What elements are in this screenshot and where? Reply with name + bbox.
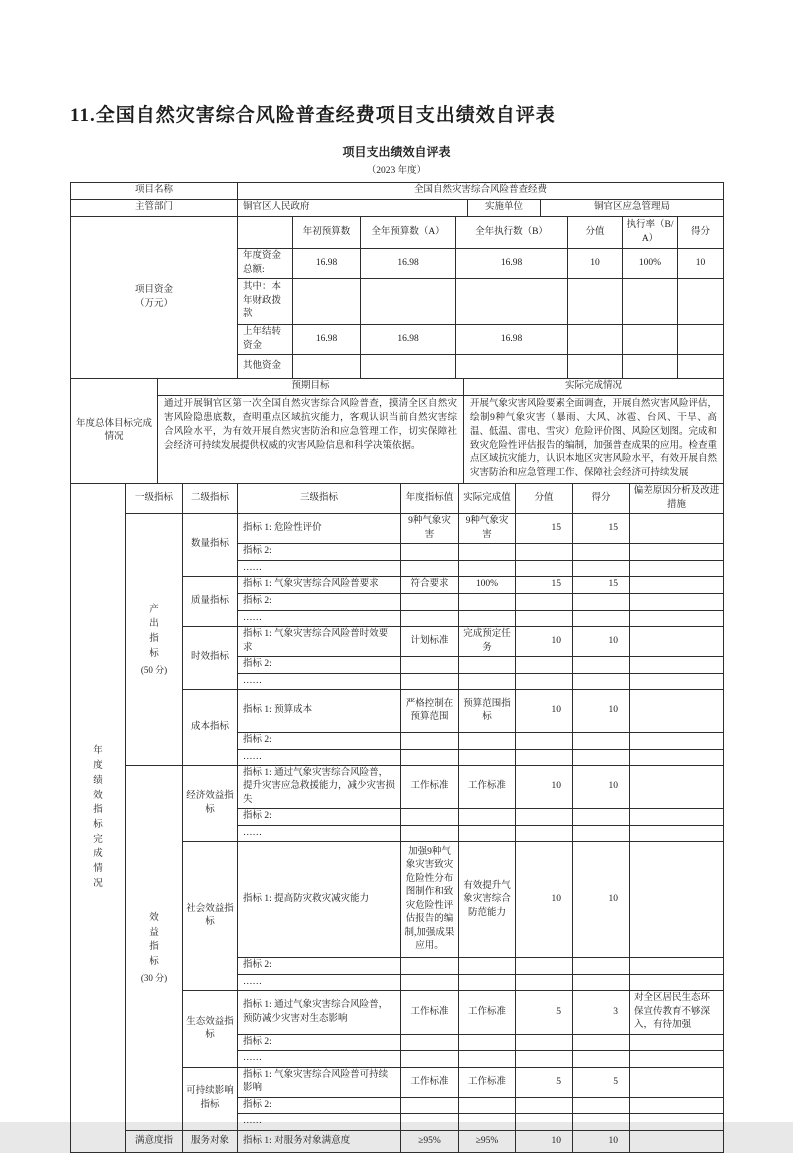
filler-dots-cell: …… bbox=[238, 560, 401, 576]
deviation-cell bbox=[630, 766, 724, 809]
filler-indicator2-cell: 指标 2: bbox=[238, 544, 401, 560]
expected-goal-header: 预期目标 bbox=[158, 379, 464, 396]
empty-cell bbox=[630, 809, 724, 825]
annual-value-cell: 计划标准 bbox=[401, 627, 459, 657]
filler-indicator2-cell: 指标 2: bbox=[238, 657, 401, 673]
funding-row-fiscal-label: 其中：本年财政拨款 bbox=[238, 279, 293, 325]
empty-cell bbox=[573, 657, 630, 673]
empty-cell bbox=[456, 355, 568, 379]
empty-cell bbox=[573, 1097, 630, 1113]
empty-cell bbox=[459, 610, 516, 626]
empty-cell bbox=[293, 355, 361, 379]
points-cell: 15 bbox=[573, 514, 630, 544]
empty-cell bbox=[573, 974, 630, 990]
filler-dots-cell: …… bbox=[238, 610, 401, 626]
filler-indicator2-cell: 指标 2: bbox=[238, 809, 401, 825]
indicator-name-cell: 指标 1: 对服务对象满意度 bbox=[238, 1130, 401, 1152]
col-header-initial-budget: 年初预算数 bbox=[293, 217, 361, 249]
empty-cell bbox=[568, 279, 623, 325]
level2-cost-cell: 成本指标 bbox=[183, 690, 238, 766]
empty-cell bbox=[573, 825, 630, 841]
empty-cell bbox=[456, 279, 568, 325]
empty-cell bbox=[361, 279, 456, 325]
level2-economic-cell: 经济效益指标 bbox=[183, 766, 238, 842]
level2-ecological-cell: 生态效益指标 bbox=[183, 991, 238, 1067]
actual-completion-text: 开展气象灾害风险要素全面调查，开展自然灾害风险评估，绘制9种气象灾害（暴雨、大风、冰雹、台风、干旱、高温、低温、雷电、雪灾）危险评价图、风险区划图。完成和致灾危险性评估报告的编制，加强普查成果的应用。检查重点区域抗灾能力，认识本地区灾害风险水平，有效开展自然灾害防治和应急管理工作、保障社会经济可持续发展 bbox=[464, 396, 724, 484]
points-cell: 10 bbox=[573, 766, 630, 809]
empty-cell bbox=[238, 217, 293, 249]
col-header-deviation: 偏差原因分析及改进措施 bbox=[630, 484, 724, 514]
filler-dots-cell: …… bbox=[238, 749, 401, 765]
level2-quantity-cell: 数量指标 bbox=[183, 514, 238, 577]
actual-value-cell: ≥95% bbox=[459, 1130, 516, 1152]
empty-cell bbox=[459, 544, 516, 560]
empty-cell bbox=[516, 1097, 573, 1113]
points-cell: 10 bbox=[573, 1130, 630, 1152]
empty-cell bbox=[401, 610, 459, 626]
funding-row-label bbox=[71, 217, 238, 379]
points-cell: 10 bbox=[573, 842, 630, 958]
empty-cell bbox=[630, 1034, 724, 1050]
empty-cell bbox=[678, 279, 724, 325]
level2-social-cell: 社会效益指标 bbox=[183, 842, 238, 991]
funding-row-carryover-label: 上年结转资金 bbox=[238, 325, 293, 355]
empty-cell bbox=[573, 1051, 630, 1067]
empty-cell bbox=[573, 673, 630, 689]
empty-cell bbox=[401, 733, 459, 749]
annual-value-cell: ≥95% bbox=[401, 1130, 459, 1152]
funding-label-text: 项目资金 bbox=[134, 285, 173, 296]
filler-dots-cell: …… bbox=[238, 673, 401, 689]
indicator-name-cell: 指标 1: 危险性评价 bbox=[238, 514, 401, 544]
indicator-name-cell: 指标 1: 气象灾害综合风险普可持续影响 bbox=[238, 1067, 401, 1097]
annual-goal-table bbox=[70, 378, 724, 484]
expected-goal-text: 通过开展铜官区第一次全国自然灾害综合风险普查，摸清全区自然灾害风险隐患底数，查明重点区域抗灾能力，客观认识当前自然灾害综合风险水平，为有效开展自然灾害防治和应急管理工作，切实保障社会经济可持续发展提供权威的灾害风险信息和科学决策依据。 bbox=[158, 396, 464, 484]
deviation-cell bbox=[630, 1130, 724, 1152]
empty-cell bbox=[630, 610, 724, 626]
empty-cell bbox=[516, 673, 573, 689]
empty-cell bbox=[401, 1051, 459, 1067]
filler-dots-cell: …… bbox=[238, 974, 401, 990]
score-cell: 5 bbox=[516, 1067, 573, 1097]
actual-value-cell: 100% bbox=[459, 577, 516, 594]
empty-cell bbox=[401, 749, 459, 765]
actual-value-cell: 预算范围指标 bbox=[459, 690, 516, 733]
col-header-points: 得分 bbox=[573, 484, 630, 514]
deviation-cell bbox=[630, 1067, 724, 1097]
score-cell: 10 bbox=[516, 766, 573, 809]
actual-value-cell: 工作标准 bbox=[459, 1067, 516, 1097]
empty-cell bbox=[459, 974, 516, 990]
deviation-cell bbox=[630, 577, 724, 594]
empty-cell bbox=[573, 809, 630, 825]
empty-cell bbox=[401, 825, 459, 841]
empty-cell bbox=[630, 1051, 724, 1067]
indicator-name-cell: 指标 1: 气象灾害综合风险普时效要求 bbox=[238, 627, 401, 657]
deviation-cell bbox=[630, 842, 724, 958]
score-cell: 15 bbox=[516, 577, 573, 594]
empty-cell bbox=[401, 1114, 459, 1130]
empty-cell bbox=[516, 974, 573, 990]
impl-unit-label: 实施单位 bbox=[468, 200, 541, 217]
deviation-cell bbox=[630, 690, 724, 733]
empty-cell bbox=[459, 733, 516, 749]
col-header-annual-budget: 全年预算数（A） bbox=[361, 217, 456, 249]
col-header-score: 分值 bbox=[516, 484, 573, 514]
empty-cell bbox=[630, 1114, 724, 1130]
score-cell: 15 bbox=[516, 514, 573, 544]
empty-cell bbox=[573, 749, 630, 765]
filler-dots-cell: …… bbox=[238, 1051, 401, 1067]
filler-indicator2-cell: 指标 2: bbox=[238, 958, 401, 974]
empty-cell bbox=[573, 1114, 630, 1130]
page-heading: 11.全国自然灾害综合风险普查经费项目支出绩效自评表 bbox=[70, 105, 556, 126]
col-header-annual-execution: 全年执行数（B） bbox=[456, 217, 568, 249]
empty-cell bbox=[678, 325, 724, 355]
annual-goal-row-label: 年度总体目标完成情况 bbox=[71, 379, 158, 484]
empty-cell bbox=[568, 325, 623, 355]
empty-cell bbox=[459, 594, 516, 610]
score-cell: 10 bbox=[516, 690, 573, 733]
empty-cell bbox=[630, 974, 724, 990]
table-title: 项目支出绩效自评表 bbox=[342, 145, 451, 159]
col-header-score: 分值 bbox=[568, 217, 623, 249]
empty-cell bbox=[630, 1097, 724, 1113]
level1-satisfaction-cell: 满意度指 bbox=[126, 1130, 183, 1152]
empty-cell bbox=[401, 560, 459, 576]
empty-cell bbox=[623, 325, 678, 355]
impl-unit-value: 铜官区应急管理局 bbox=[541, 200, 724, 217]
project-info-table bbox=[70, 182, 724, 217]
level1-output-name: 产出指标 bbox=[149, 604, 159, 659]
empty-cell bbox=[459, 673, 516, 689]
empty-cell bbox=[623, 355, 678, 379]
annual-value-cell: 工作标准 bbox=[401, 991, 459, 1034]
points-cell: 10 bbox=[573, 690, 630, 733]
funding-table bbox=[70, 216, 724, 379]
project-name-value: 全国自然灾害综合风险普查经费 bbox=[238, 183, 724, 200]
points-cell: 3 bbox=[573, 991, 630, 1034]
empty-cell bbox=[401, 1034, 459, 1050]
actual-value-cell: 完成预定任务 bbox=[459, 627, 516, 657]
score-cell: 10 bbox=[516, 842, 573, 958]
filler-dots-cell: …… bbox=[238, 1114, 401, 1130]
empty-cell bbox=[401, 958, 459, 974]
empty-cell bbox=[516, 809, 573, 825]
dept-label: 主管部门 bbox=[71, 200, 238, 217]
points-cell: 10 bbox=[573, 627, 630, 657]
indicator-name-cell: 指标 1: 预算成本 bbox=[238, 690, 401, 733]
annual-value-cell: 9种气象灾害 bbox=[401, 514, 459, 544]
filler-dots-cell: …… bbox=[238, 825, 401, 841]
indicators-section-label-text: 年度绩效指标完成情况 bbox=[93, 746, 103, 889]
empty-cell bbox=[568, 355, 623, 379]
empty-cell bbox=[630, 733, 724, 749]
col-header-level3: 三级指标 bbox=[238, 484, 401, 514]
empty-cell bbox=[401, 809, 459, 825]
score-cell: 10 bbox=[516, 1130, 573, 1152]
empty-cell bbox=[401, 544, 459, 560]
empty-cell bbox=[516, 1051, 573, 1067]
level2-timeliness-cell: 时效指标 bbox=[183, 627, 238, 690]
indicator-name-cell: 指标 1: 提高防灾救灾减灾能力 bbox=[238, 842, 401, 958]
empty-cell bbox=[630, 749, 724, 765]
empty-cell bbox=[516, 560, 573, 576]
empty-cell bbox=[630, 594, 724, 610]
funding-label-unit: （万元） bbox=[134, 298, 173, 309]
actual-value-cell: 工作标准 bbox=[459, 991, 516, 1034]
score-cell: 10 bbox=[516, 627, 573, 657]
col-header-level1: 一级指标 bbox=[126, 484, 183, 514]
empty-cell bbox=[630, 544, 724, 560]
empty-cell bbox=[516, 657, 573, 673]
empty-cell bbox=[516, 733, 573, 749]
actual-completion-header: 实际完成情况 bbox=[464, 379, 724, 396]
empty-cell bbox=[516, 958, 573, 974]
empty-cell bbox=[630, 958, 724, 974]
empty-cell bbox=[459, 749, 516, 765]
empty-cell bbox=[516, 594, 573, 610]
col-header-annual-value: 年度指标值 bbox=[401, 484, 459, 514]
empty-cell bbox=[678, 355, 724, 379]
empty-cell bbox=[459, 825, 516, 841]
empty-cell bbox=[516, 749, 573, 765]
actual-value-cell: 有效提升气象灾害综合防范能力 bbox=[459, 842, 516, 958]
empty-cell bbox=[630, 673, 724, 689]
empty-cell bbox=[293, 279, 361, 325]
empty-cell bbox=[401, 657, 459, 673]
empty-cell bbox=[573, 610, 630, 626]
empty-cell bbox=[459, 958, 516, 974]
empty-cell bbox=[630, 657, 724, 673]
indicator-name-cell: 指标 1: 通过气象灾害综合风险普，预防减少灾害对生态影响 bbox=[238, 991, 401, 1034]
empty-cell bbox=[459, 809, 516, 825]
level2-sustainability-cell: 可持续影响指标 bbox=[183, 1067, 238, 1130]
indicator-name-cell: 指标 1: 气象灾害综合风险普要求 bbox=[238, 577, 401, 594]
indicators-section-label bbox=[71, 484, 126, 1153]
funding-total-initial: 16.98 bbox=[293, 249, 361, 279]
empty-cell bbox=[516, 544, 573, 560]
col-header-points: 得分 bbox=[678, 217, 724, 249]
actual-value-cell: 工作标准 bbox=[459, 766, 516, 809]
empty-cell bbox=[630, 560, 724, 576]
empty-cell bbox=[361, 355, 456, 379]
empty-cell bbox=[573, 544, 630, 560]
empty-cell bbox=[573, 1034, 630, 1050]
empty-cell bbox=[623, 279, 678, 325]
points-cell: 5 bbox=[573, 1067, 630, 1097]
funding-carryover-initial: 16.98 bbox=[293, 325, 361, 355]
deviation-cell: 对全区居民生态环保宣传教育不够深入，有待加强 bbox=[630, 991, 724, 1034]
table-subtitle: （2023 年度） bbox=[366, 166, 427, 176]
empty-cell bbox=[459, 1114, 516, 1130]
filler-indicator2-cell: 指标 2: bbox=[238, 1097, 401, 1113]
level1-benefit-weight: (30 分) bbox=[140, 972, 168, 983]
indicator-name-cell: 指标 1: 通过气象灾害综合风险普，提升灾害应急救援能力，减少灾害损失 bbox=[238, 766, 401, 809]
empty-cell bbox=[573, 958, 630, 974]
col-header-actual-value: 实际完成值 bbox=[459, 484, 516, 514]
project-name-label: 项目名称 bbox=[71, 183, 238, 200]
annual-value-cell: 工作标准 bbox=[401, 1067, 459, 1097]
level1-output-cell bbox=[126, 514, 183, 766]
empty-cell bbox=[401, 974, 459, 990]
empty-cell bbox=[401, 594, 459, 610]
funding-total-execution: 16.98 bbox=[456, 249, 568, 279]
annual-value-cell: 符合要求 bbox=[401, 577, 459, 594]
empty-cell bbox=[459, 1097, 516, 1113]
empty-cell bbox=[516, 1034, 573, 1050]
funding-total-rate: 100% bbox=[623, 249, 678, 279]
deviation-cell bbox=[630, 514, 724, 544]
filler-indicator2-cell: 指标 2: bbox=[238, 733, 401, 749]
funding-carryover-execution: 16.98 bbox=[456, 325, 568, 355]
annual-value-cell: 工作标准 bbox=[401, 766, 459, 809]
empty-cell bbox=[401, 1097, 459, 1113]
empty-cell bbox=[516, 1114, 573, 1130]
score-cell: 5 bbox=[516, 991, 573, 1034]
empty-cell bbox=[573, 594, 630, 610]
empty-cell bbox=[630, 825, 724, 841]
col-header-level2: 二级指标 bbox=[183, 484, 238, 514]
deviation-cell bbox=[630, 627, 724, 657]
funding-total-points: 10 bbox=[678, 249, 724, 279]
empty-cell bbox=[516, 610, 573, 626]
empty-cell bbox=[573, 560, 630, 576]
funding-row-total-label: 年度资金总额: bbox=[238, 249, 293, 279]
level1-benefit-cell bbox=[126, 766, 183, 1131]
col-header-execution-rate: 执行率（B/A） bbox=[623, 217, 678, 249]
empty-cell bbox=[459, 1051, 516, 1067]
indicators-table bbox=[70, 483, 724, 1153]
empty-cell bbox=[573, 733, 630, 749]
empty-cell bbox=[459, 1034, 516, 1050]
funding-carryover-budget: 16.98 bbox=[361, 325, 456, 355]
points-cell: 15 bbox=[573, 577, 630, 594]
actual-value-cell: 9种气象灾害 bbox=[459, 514, 516, 544]
funding-total-score: 10 bbox=[568, 249, 623, 279]
funding-row-other-label: 其他资金 bbox=[238, 355, 293, 379]
empty-cell bbox=[459, 560, 516, 576]
dept-value: 铜官区人民政府 bbox=[238, 200, 468, 217]
empty-cell bbox=[401, 673, 459, 689]
level2-quality-cell: 质量指标 bbox=[183, 577, 238, 627]
annual-value-cell: 加强9种气象灾害致灾危险性分布图制作和致灾危险性评估报告的编制,加强成果应用。 bbox=[401, 842, 459, 958]
level1-benefit-name: 效益指标 bbox=[149, 913, 159, 968]
annual-value-cell: 严格控制在预算范围 bbox=[401, 690, 459, 733]
filler-indicator2-cell: 指标 2: bbox=[238, 1034, 401, 1050]
empty-cell bbox=[516, 825, 573, 841]
funding-total-budget: 16.98 bbox=[361, 249, 456, 279]
level2-service-target-cell: 服务对象 bbox=[183, 1130, 238, 1152]
empty-cell bbox=[459, 657, 516, 673]
level1-output-weight: (50 分) bbox=[140, 664, 168, 675]
filler-indicator2-cell: 指标 2: bbox=[238, 594, 401, 610]
